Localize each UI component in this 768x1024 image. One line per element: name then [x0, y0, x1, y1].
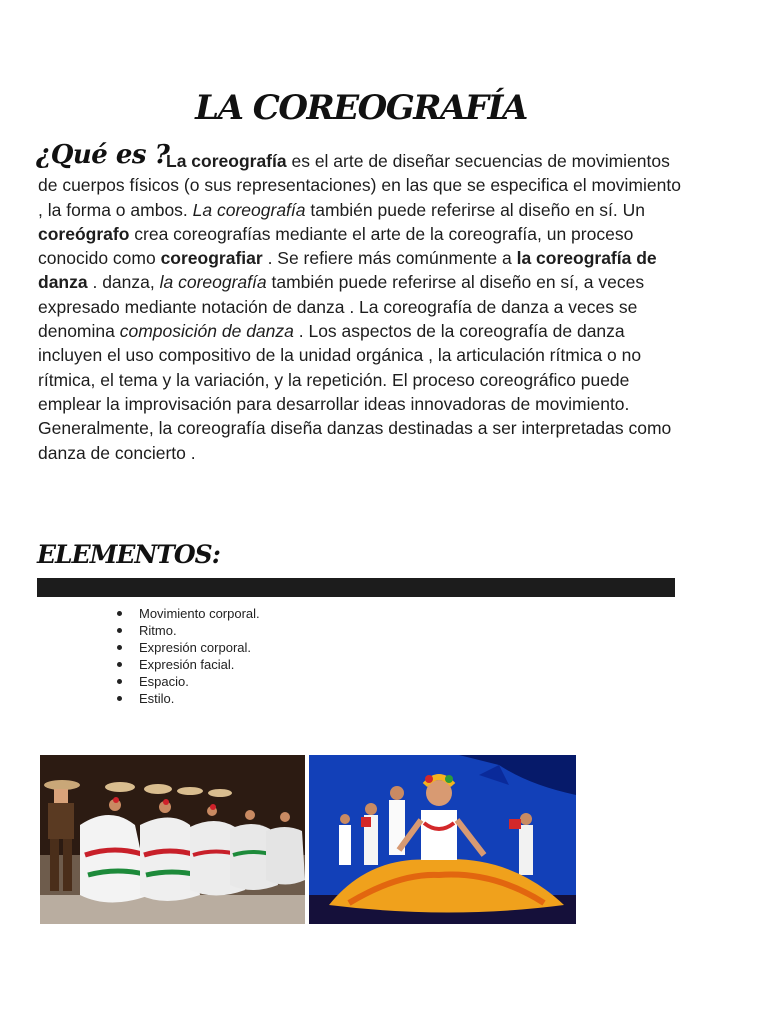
dance-photo-soloist — [309, 755, 576, 924]
section-subtitle: ¿Qué es ? — [36, 140, 170, 170]
list-item: Estilo. — [113, 690, 260, 707]
paragraph-run: crea coreografías mediante el arte de la coreografía, un proceso conocido como — [38, 223, 634, 269]
paragraph-run: coreografiar — [160, 248, 263, 269]
paragraph-run: La coreografía — [166, 151, 287, 171]
elements-list — [113, 605, 260, 707]
paragraph-run: composición de danza — [119, 321, 294, 342]
definition-paragraph — [38, 149, 688, 465]
list-item: Movimiento corporal. — [113, 605, 260, 622]
paragraph-run: . danza, — [87, 272, 160, 293]
list-item: Expresión facial. — [113, 656, 260, 673]
list-item: Expresión corporal. — [113, 639, 260, 656]
paragraph-run: La coreografía — [192, 199, 306, 220]
paragraph-run: . Los aspectos de la coreografía de danza incluyen el uso compositivo de la unidad orgánica , la articulación rítmica o no rítmica, el tema y la variación, y la repetición. El proceso coreográfico puede emplear la improvisación para desarrollar ideas innovadoras de movimiento. Generalmente, la coreografía diseña danzas destinadas a ser interpretadas como danza de concierto . — [38, 321, 672, 463]
dance-group-image — [40, 755, 305, 924]
paragraph-run: la coreografía — [159, 272, 267, 293]
list-item: Espacio. — [113, 673, 260, 690]
paragraph-run: . Se refiere más comúnmente a — [262, 248, 517, 269]
page-title: LA COREOGRAFÍA — [195, 88, 527, 128]
dance-soloist-image — [309, 755, 576, 924]
divider-bar — [37, 578, 675, 597]
paragraph-run: la coreografía de danza — [38, 248, 657, 293]
paragraph-run: también puede referirse al diseño en sí. Un — [305, 199, 646, 220]
elements-heading: ELEMENTOS: — [37, 540, 220, 569]
list-item: Ritmo. — [113, 622, 260, 639]
paragraph-run: es el arte de diseñar secuencias de movimientos de cuerpos físicos (o sus representaciones) en las que se especifica el movimiento , la forma o ambos. — [38, 151, 681, 220]
paragraph-run: también puede referirse al diseño en sí, a veces expresado mediante notación de danza . La coreografía de danza a veces se denomina — [38, 272, 645, 342]
dance-photo-group — [40, 755, 305, 924]
paragraph-run: coreógrafo — [38, 223, 130, 244]
